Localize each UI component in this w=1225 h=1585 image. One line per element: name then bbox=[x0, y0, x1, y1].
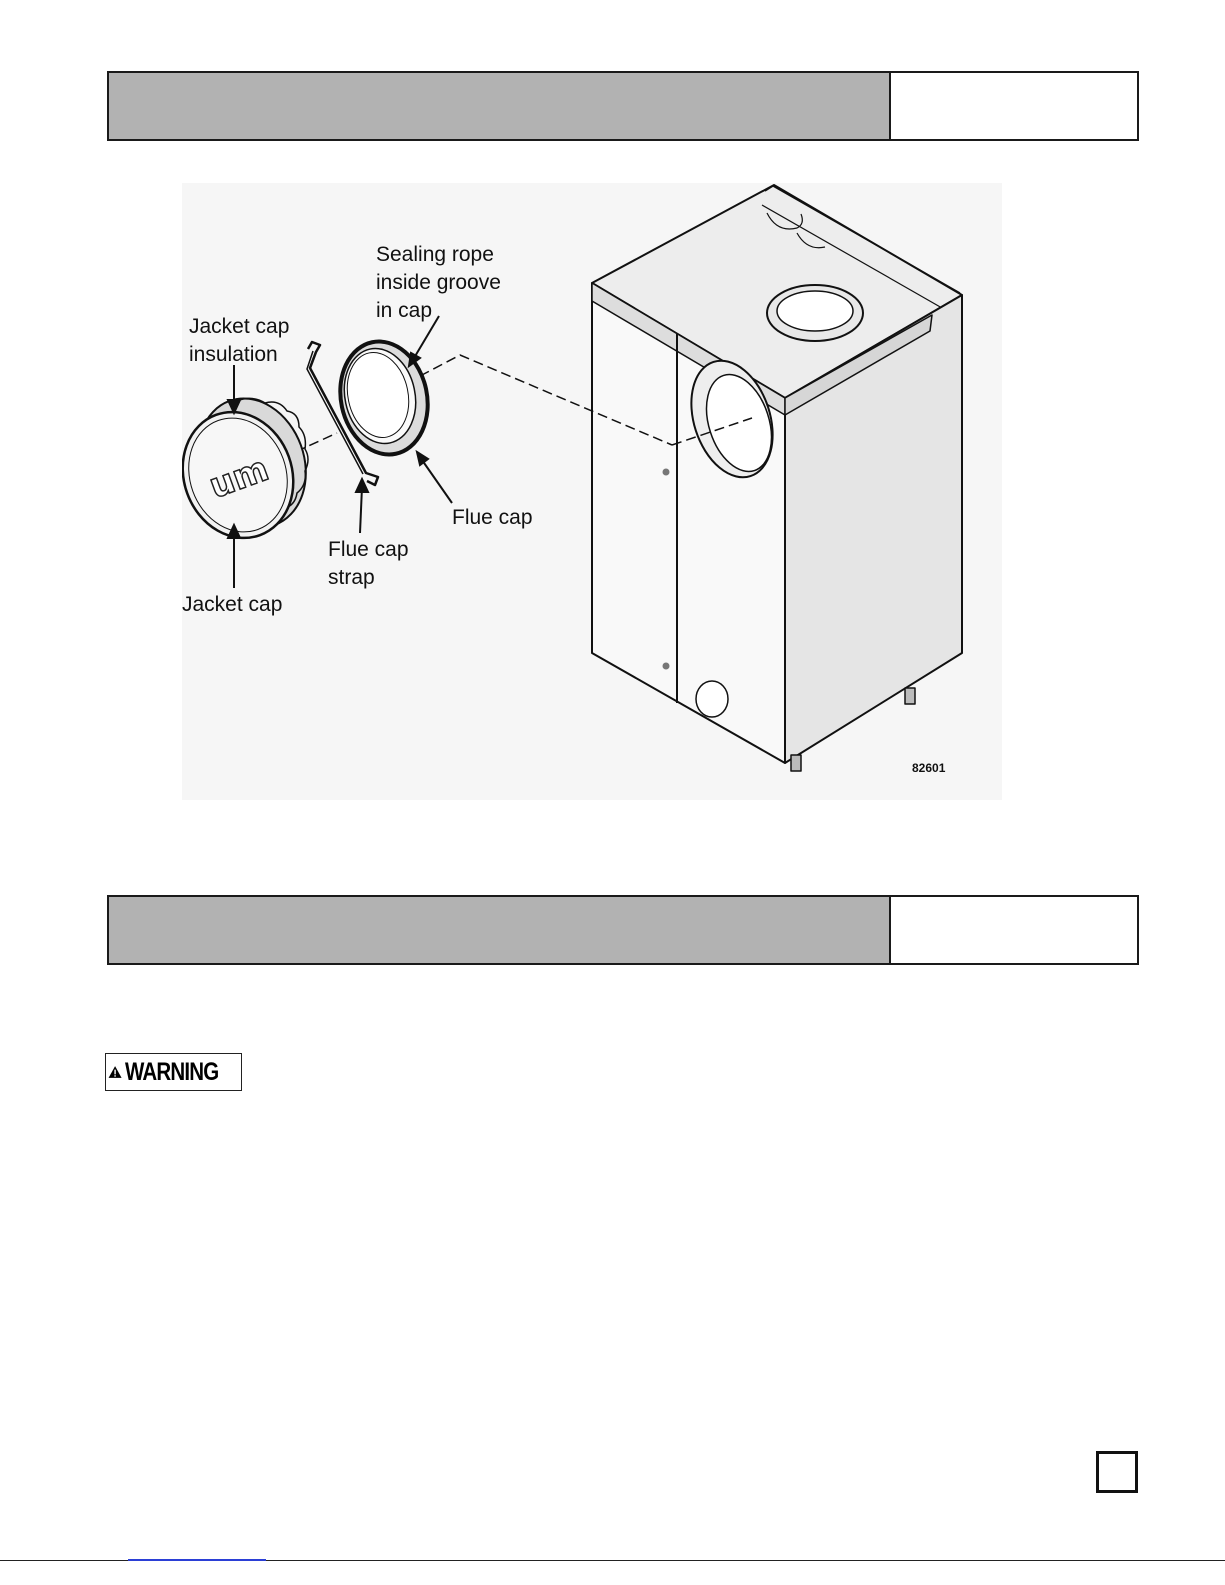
boiler-flue-cap-illustration bbox=[182, 183, 1002, 800]
section-header-bar-top bbox=[107, 71, 1139, 141]
section-number-cell bbox=[891, 73, 1137, 139]
label-flue-cap-strap-line2: strap bbox=[328, 566, 375, 589]
label-jacket-cap: Jacket cap bbox=[182, 593, 283, 616]
label-sealing-rope-line1: Sealing rope bbox=[376, 243, 494, 266]
figure-number: 82601 bbox=[912, 761, 946, 775]
section-header-bar-bottom bbox=[107, 895, 1139, 965]
footer-link-underline[interactable] bbox=[128, 1559, 266, 1561]
label-jacket-cap-insulation-line2: insulation bbox=[189, 343, 278, 366]
section-title-cell bbox=[109, 897, 891, 963]
warning-triangle-icon bbox=[108, 1061, 122, 1083]
label-sealing-rope-line2: inside groove bbox=[376, 271, 501, 294]
label-flue-cap: Flue cap bbox=[452, 506, 533, 529]
warning-label bbox=[105, 1053, 242, 1091]
cap-logo: um bbox=[204, 448, 274, 507]
section-title-cell bbox=[109, 73, 891, 139]
label-jacket-cap-insulation-line1: Jacket cap bbox=[189, 315, 290, 338]
boiler-cabinet bbox=[592, 185, 962, 771]
label-sealing-rope-line3: in cap bbox=[376, 299, 433, 322]
jacket-cap bbox=[182, 383, 323, 553]
label-flue-cap-strap-line1: Flue cap bbox=[328, 538, 409, 561]
section-number-cell bbox=[891, 897, 1137, 963]
page-number-box bbox=[1096, 1451, 1138, 1493]
warning-word: WARNING bbox=[125, 1057, 219, 1086]
